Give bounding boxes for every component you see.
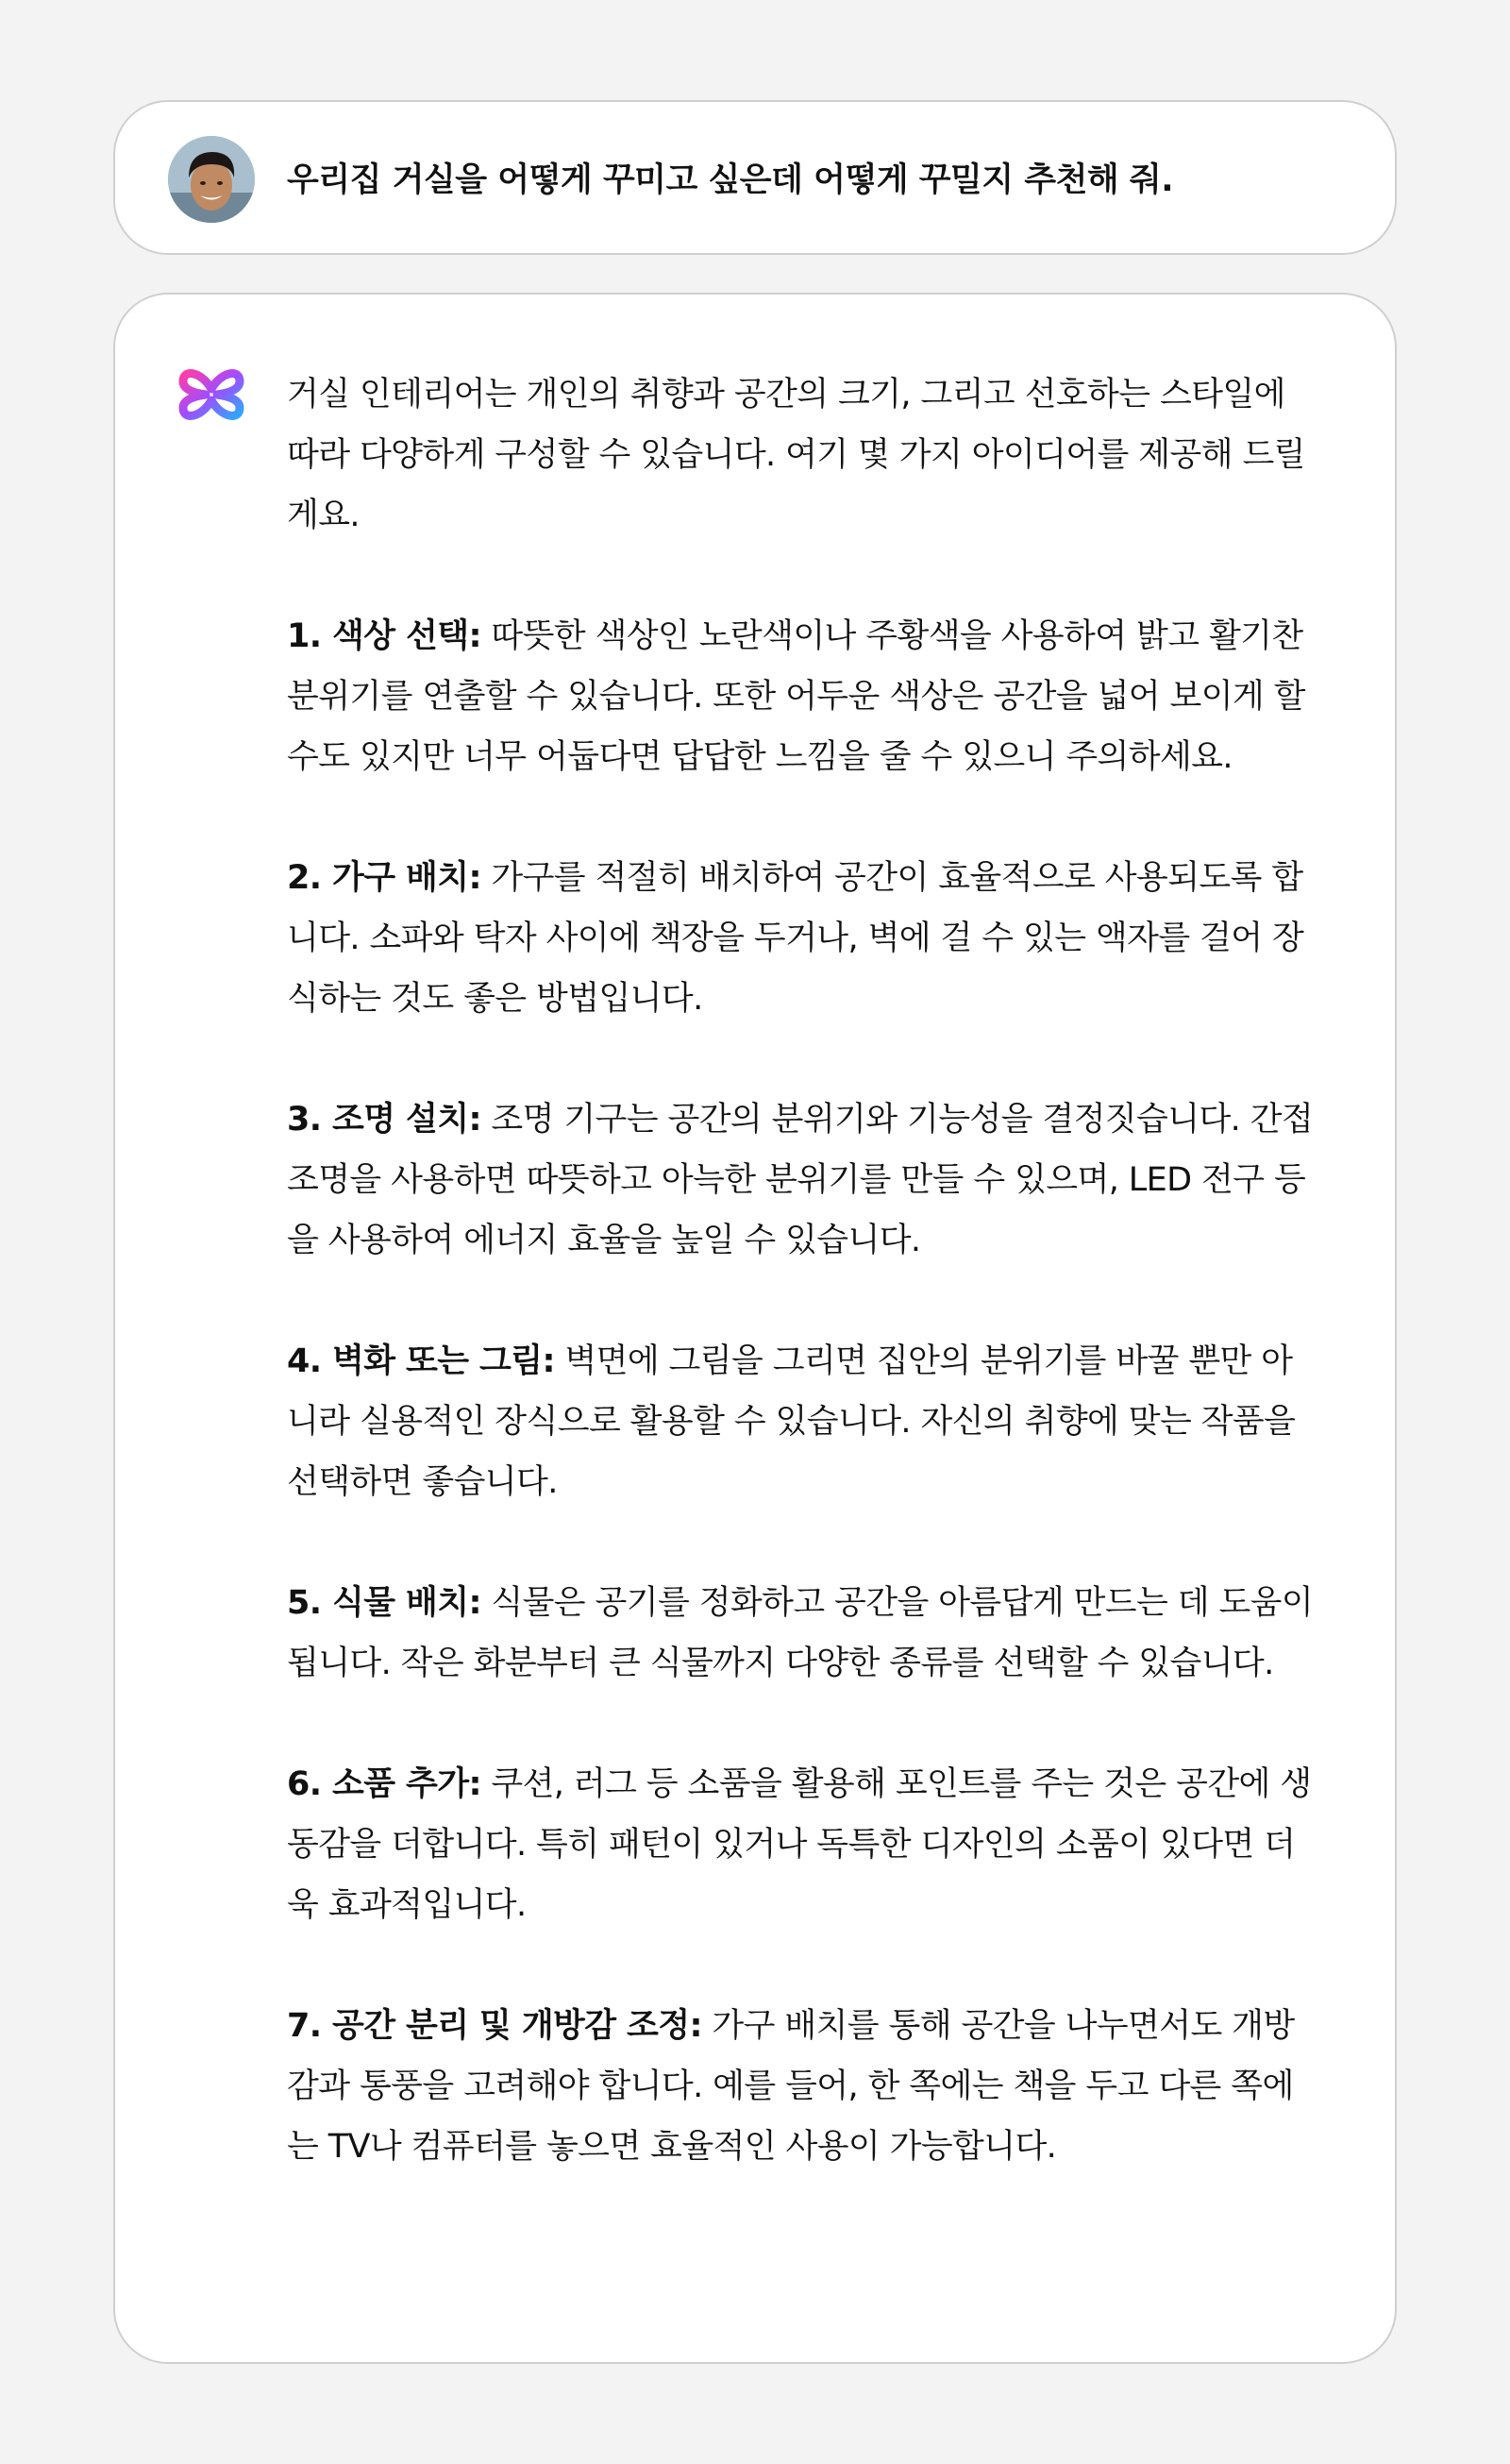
list-item (287, 1996, 1316, 2177)
list-item-title: 4. 벽화 또는 그림: (287, 1342, 555, 1380)
list-item-text: 가구 배치를 통해 공간을 나누면서도 개방감과 통풍을 고려해야 합니다. 예를 들어, 한 쪽에는 책을 두고 다른 쪽에는 TV나 컴퓨터를 놓으면 효율적인 사용이 가능합니다. (287, 2007, 1295, 2166)
list-item-text: 벽면에 그림을 그리면 집안의 분위기를 바꿀 뿐만 아니라 실용적인 장식으로 활용할 수 있습니다. 자신의 취향에 맞는 작품을 선택하면 좋습니다. (287, 1342, 1296, 1501)
list-item-text: 식물은 공기를 정화하고 공간을 아름답게 만드는 데 도움이 됩니다. 작은 화분부터 큰 식물까지 다양한 종류를 선택할 수 있습니다. (287, 1584, 1314, 1682)
list-item-text: 따뜻한 색상인 노란색이나 주황색을 사용하여 밝고 활기찬 분위기를 연출할 수 있습니다. 또한 어두운 색상은 공간을 넓어 보이게 할 수도 있지만 너무 어둡다면 답답한 느낌을 줄 수 있으니 주의하세요. (287, 617, 1305, 776)
list-item-title: 7. 공간 분리 및 개방감 조정: (287, 2007, 702, 2045)
list-item (287, 1573, 1316, 1694)
list-item-text: 조명 기구는 공간의 분위기와 기능성을 결정짓습니다. 간접 조명을 사용하면 따뜻하고 아늑한 분위기를 만들 수 있으며, LED 전구 등을 사용하여 에너지 효율을 높일 수 있습니다. (287, 1101, 1314, 1259)
list-item (287, 1089, 1316, 1271)
list-item (287, 1331, 1316, 1512)
assistant-logo-icon (174, 357, 249, 432)
list-item-title: 3. 조명 설치: (287, 1101, 481, 1139)
intro-paragraph: 거실 인테리어는 개인의 취향과 공간의 크기, 그리고 선호하는 스타일에 따라 다양하게 구성할 수 있습니다. 여기 몇 가지 아이디어를 제공해 드릴게요. (287, 376, 1305, 534)
list-item (287, 1754, 1316, 1935)
list-item (287, 606, 1316, 787)
list-item-title: 2. 가구 배치: (287, 859, 481, 897)
list-item-title: 1. 색상 선택: (287, 617, 481, 655)
list-item-title: 5. 식물 배치: (287, 1584, 481, 1622)
list-item-text: 가구를 적절히 배치하여 공간이 효율적으로 사용되도록 합니다. 소파와 탁자 사이에 책장을 두거나, 벽에 걸 수 있는 액자를 걸어 장식하는 것도 좋은 방법입니다. (287, 859, 1304, 1018)
user-avatar (168, 136, 255, 223)
list-item-title: 6. 소품 추가: (287, 1765, 481, 1803)
user-message-text: 우리집 거실을 어떻게 꾸미고 싶은데 어떻게 꾸밀지 추천해 줘. (287, 161, 1174, 199)
user-message-bubble (113, 100, 1397, 255)
assistant-message-content (287, 364, 1316, 2177)
list-item (287, 848, 1316, 1029)
list-item-text: 쿠션, 러그 등 소품을 활용해 포인트를 주는 것은 공간에 생동감을 더합니다. 특히 패턴이 있거나 독특한 디자인의 소품이 있다면 더욱 효과적입니다. (287, 1765, 1312, 1924)
assistant-message-bubble (113, 293, 1397, 2364)
